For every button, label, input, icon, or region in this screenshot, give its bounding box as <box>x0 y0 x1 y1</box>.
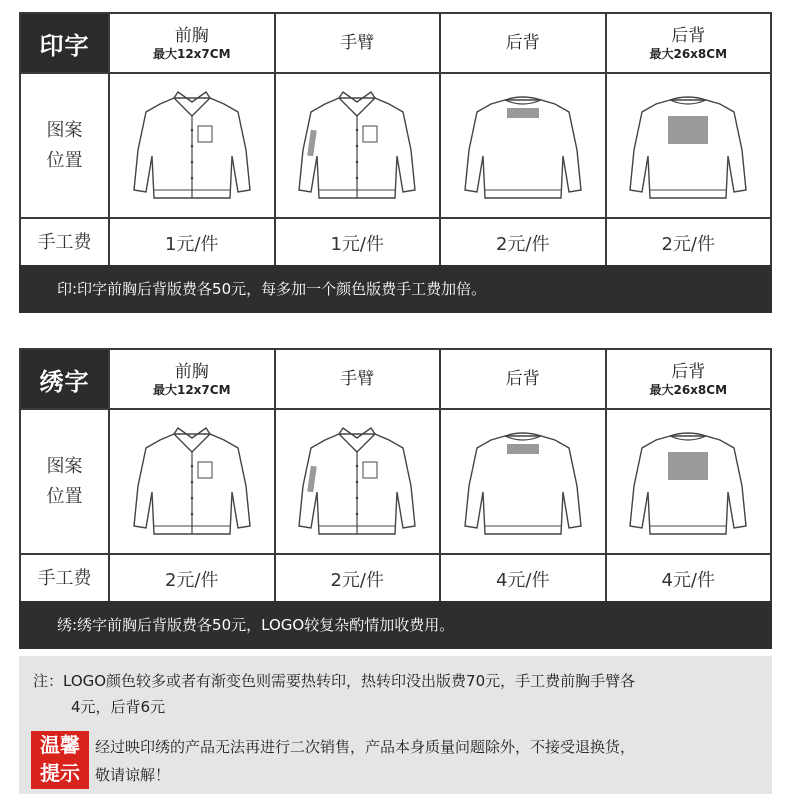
column-header-arm <box>275 349 441 409</box>
column-size-note: 最大12x7CM <box>152 383 231 397</box>
category-print-cell <box>20 13 109 73</box>
price-back: 2元/件 <box>440 218 606 268</box>
shirt-front-icon <box>130 422 254 542</box>
label-line: 图案 <box>46 455 83 477</box>
shirt-back-small-illustration <box>440 73 606 218</box>
label-line: 位置 <box>46 149 83 171</box>
column-title: 手臂 <box>340 33 375 53</box>
column-header-back-large <box>606 349 772 409</box>
column-title: 手臂 <box>340 369 375 389</box>
reminder-line: 敬请谅解！ <box>95 766 171 784</box>
shirt-arm-illustration <box>275 409 441 554</box>
print-note-bar: 印:印字前胸后背版费各50元，每多加一个颜色版费手工费加倍。 <box>19 265 772 313</box>
label-line: 位置 <box>46 485 83 507</box>
shirt-front-illustration <box>109 409 275 554</box>
column-title: 后背 <box>505 369 540 389</box>
badge-line: 提示 <box>40 761 80 785</box>
shirt-front-illustration <box>109 73 275 218</box>
notice-panel <box>19 656 772 794</box>
column-title: 后背 <box>671 362 706 382</box>
price-arm: 2元/件 <box>275 554 441 604</box>
column-title: 前胸 <box>174 362 209 382</box>
category-label: 印字 <box>39 31 90 60</box>
badge-line: 温馨 <box>40 733 80 757</box>
note-line: 注：LOGO颜色较多或者有渐变色则需要热转印，热转印没出版费70元，手工费前胸手臂各 <box>33 672 636 690</box>
category-embroidery-cell <box>20 349 109 409</box>
heat-transfer-note <box>33 668 763 720</box>
shirt-arm-illustration <box>275 73 441 218</box>
fee-label: 手工费 <box>20 554 109 604</box>
embroidery-note-bar: 绣:绣字前胸后背版费各50元，LOGO较复杂酌情加收费用。 <box>19 601 772 649</box>
fee-label: 手工费 <box>20 218 109 268</box>
column-header-back <box>440 13 606 73</box>
column-header-back <box>440 349 606 409</box>
embroidery-price-table <box>19 348 772 605</box>
column-title: 后背 <box>505 33 540 53</box>
column-header-front <box>109 13 275 73</box>
price-arm: 1元/件 <box>275 218 441 268</box>
category-label: 绣字 <box>39 367 90 396</box>
column-size-note: 最大12x7CM <box>152 47 231 61</box>
pattern-position-label <box>20 409 109 554</box>
shirt-back-small-illustration <box>440 409 606 554</box>
price-front: 2元/件 <box>109 554 275 604</box>
column-title: 前胸 <box>174 26 209 46</box>
column-header-arm <box>275 13 441 73</box>
shirt-back-icon <box>461 86 585 206</box>
price-back-large: 4元/件 <box>606 554 772 604</box>
column-header-back-large <box>606 13 772 73</box>
reminder-line: 经过映印绣的产品无法再进行二次销售，产品本身质量问题除外，不接受退换货， <box>95 738 636 756</box>
pattern-position-label <box>20 73 109 218</box>
shirt-back-large-illustration <box>606 73 772 218</box>
price-front: 1元/件 <box>109 218 275 268</box>
shirt-arm-icon <box>295 86 419 206</box>
price-back-large: 2元/件 <box>606 218 772 268</box>
label-line: 图案 <box>46 119 83 141</box>
column-title: 后背 <box>671 26 706 46</box>
column-size-note: 最大26x8CM <box>649 47 728 61</box>
shirt-front-icon <box>130 86 254 206</box>
shirt-back-icon <box>461 422 585 542</box>
column-size-note: 最大26x8CM <box>649 383 728 397</box>
column-header-front <box>109 349 275 409</box>
shirt-back-icon <box>626 422 750 542</box>
shirt-back-icon <box>626 86 750 206</box>
print-price-table <box>19 12 772 269</box>
price-back: 4元/件 <box>440 554 606 604</box>
shirt-back-large-illustration <box>606 409 772 554</box>
warm-reminder-badge <box>31 731 89 789</box>
shirt-arm-icon <box>295 422 419 542</box>
note-line: 4元，后背6元 <box>71 698 166 716</box>
warm-reminder-text <box>95 733 765 789</box>
